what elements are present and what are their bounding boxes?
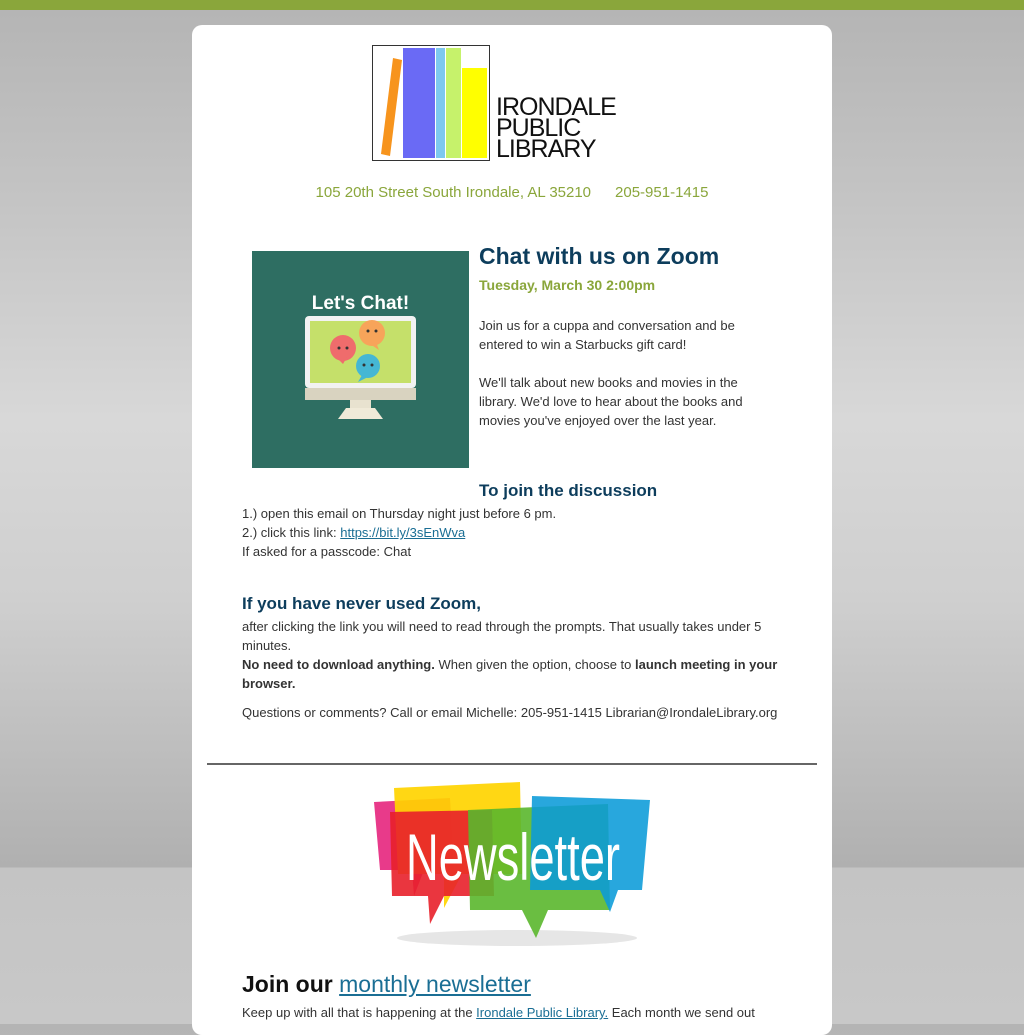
no-download-bold: No need to download anything.: [242, 657, 435, 672]
event-description-2: We'll talk about new books and movies in the library. We'd love to hear about the books and movies you've enjoyed over the last year.: [479, 375, 743, 428]
contact-line: [192, 184, 832, 201]
top-accent-bar: [0, 0, 1024, 10]
newsletter-banner-image: [372, 778, 654, 948]
launch-browser-bold: launch meeting in your browser.: [242, 657, 778, 691]
event-description-1: Join us for a cuppa and conversation and be entered to win a Starbucks gift card!: [479, 318, 735, 352]
logo-wordmark: [496, 93, 616, 163]
newsletter-banner-graphic: [372, 778, 654, 948]
newsletter-heading-prefix: Join our: [242, 971, 340, 997]
address-text: 105 20th Street South Irondale, AL 35210: [315, 184, 592, 201]
logo-books-box: [372, 45, 490, 161]
library-link[interactable]: Irondale Public Library.: [476, 1005, 609, 1020]
section-divider: [207, 763, 817, 765]
lets-chat-image: [252, 251, 469, 468]
monthly-newsletter-link[interactable]: monthly newsletter: [339, 971, 531, 997]
join-heading: To join the discussion: [479, 481, 658, 500]
newsletter-text-prefix: Keep up with all that is happening at the: [242, 1005, 477, 1020]
event-date: Tuesday, March 30 2:00pm: [479, 277, 656, 293]
browser-instructions-mid: When given the option, choose to: [434, 657, 636, 672]
never-used-text: after clicking the link you will need to read through the prompts. That usually takes under 5 minutes.: [242, 619, 762, 653]
library-logo[interactable]: [372, 45, 632, 163]
chat-image-title: Let's Chat!: [311, 293, 410, 314]
logo-line-2: PUBLIC: [496, 114, 581, 142]
join-step-2-prefix: 2.) click this link:: [242, 525, 341, 540]
zoom-link[interactable]: https://bit.ly/3sEnWva: [340, 525, 466, 540]
join-steps: [242, 504, 802, 561]
event-title: Chat with us on Zoom: [479, 243, 720, 269]
logo-line-3: LIBRARY: [496, 135, 596, 163]
newsletter-text: [242, 1003, 802, 1022]
email-card: [192, 25, 832, 1035]
monitor-chat-icon: [252, 251, 469, 468]
browser-instructions: [242, 655, 792, 693]
newsletter-word: Newsletter: [406, 820, 620, 894]
logo-line-1: IRONDALE: [496, 93, 616, 121]
books-icon: [373, 46, 489, 160]
newsletter-text-suffix: Each month we send out: [608, 1005, 755, 1020]
join-step-1: 1.) open this email on Thursday night just before 6 pm.: [242, 506, 557, 521]
questions-text: Questions or comments? Call or email Michelle: 205-951-1415 Librarian@IrondaleLibrary.org: [242, 705, 778, 720]
newsletter-heading: [242, 971, 531, 998]
never-used-heading: If you have never used Zoom,: [242, 594, 482, 613]
passcode-text: If asked for a passcode: Chat: [242, 544, 412, 559]
phone-text: 205-951-1415: [615, 184, 709, 201]
join-step-2: [242, 523, 802, 542]
